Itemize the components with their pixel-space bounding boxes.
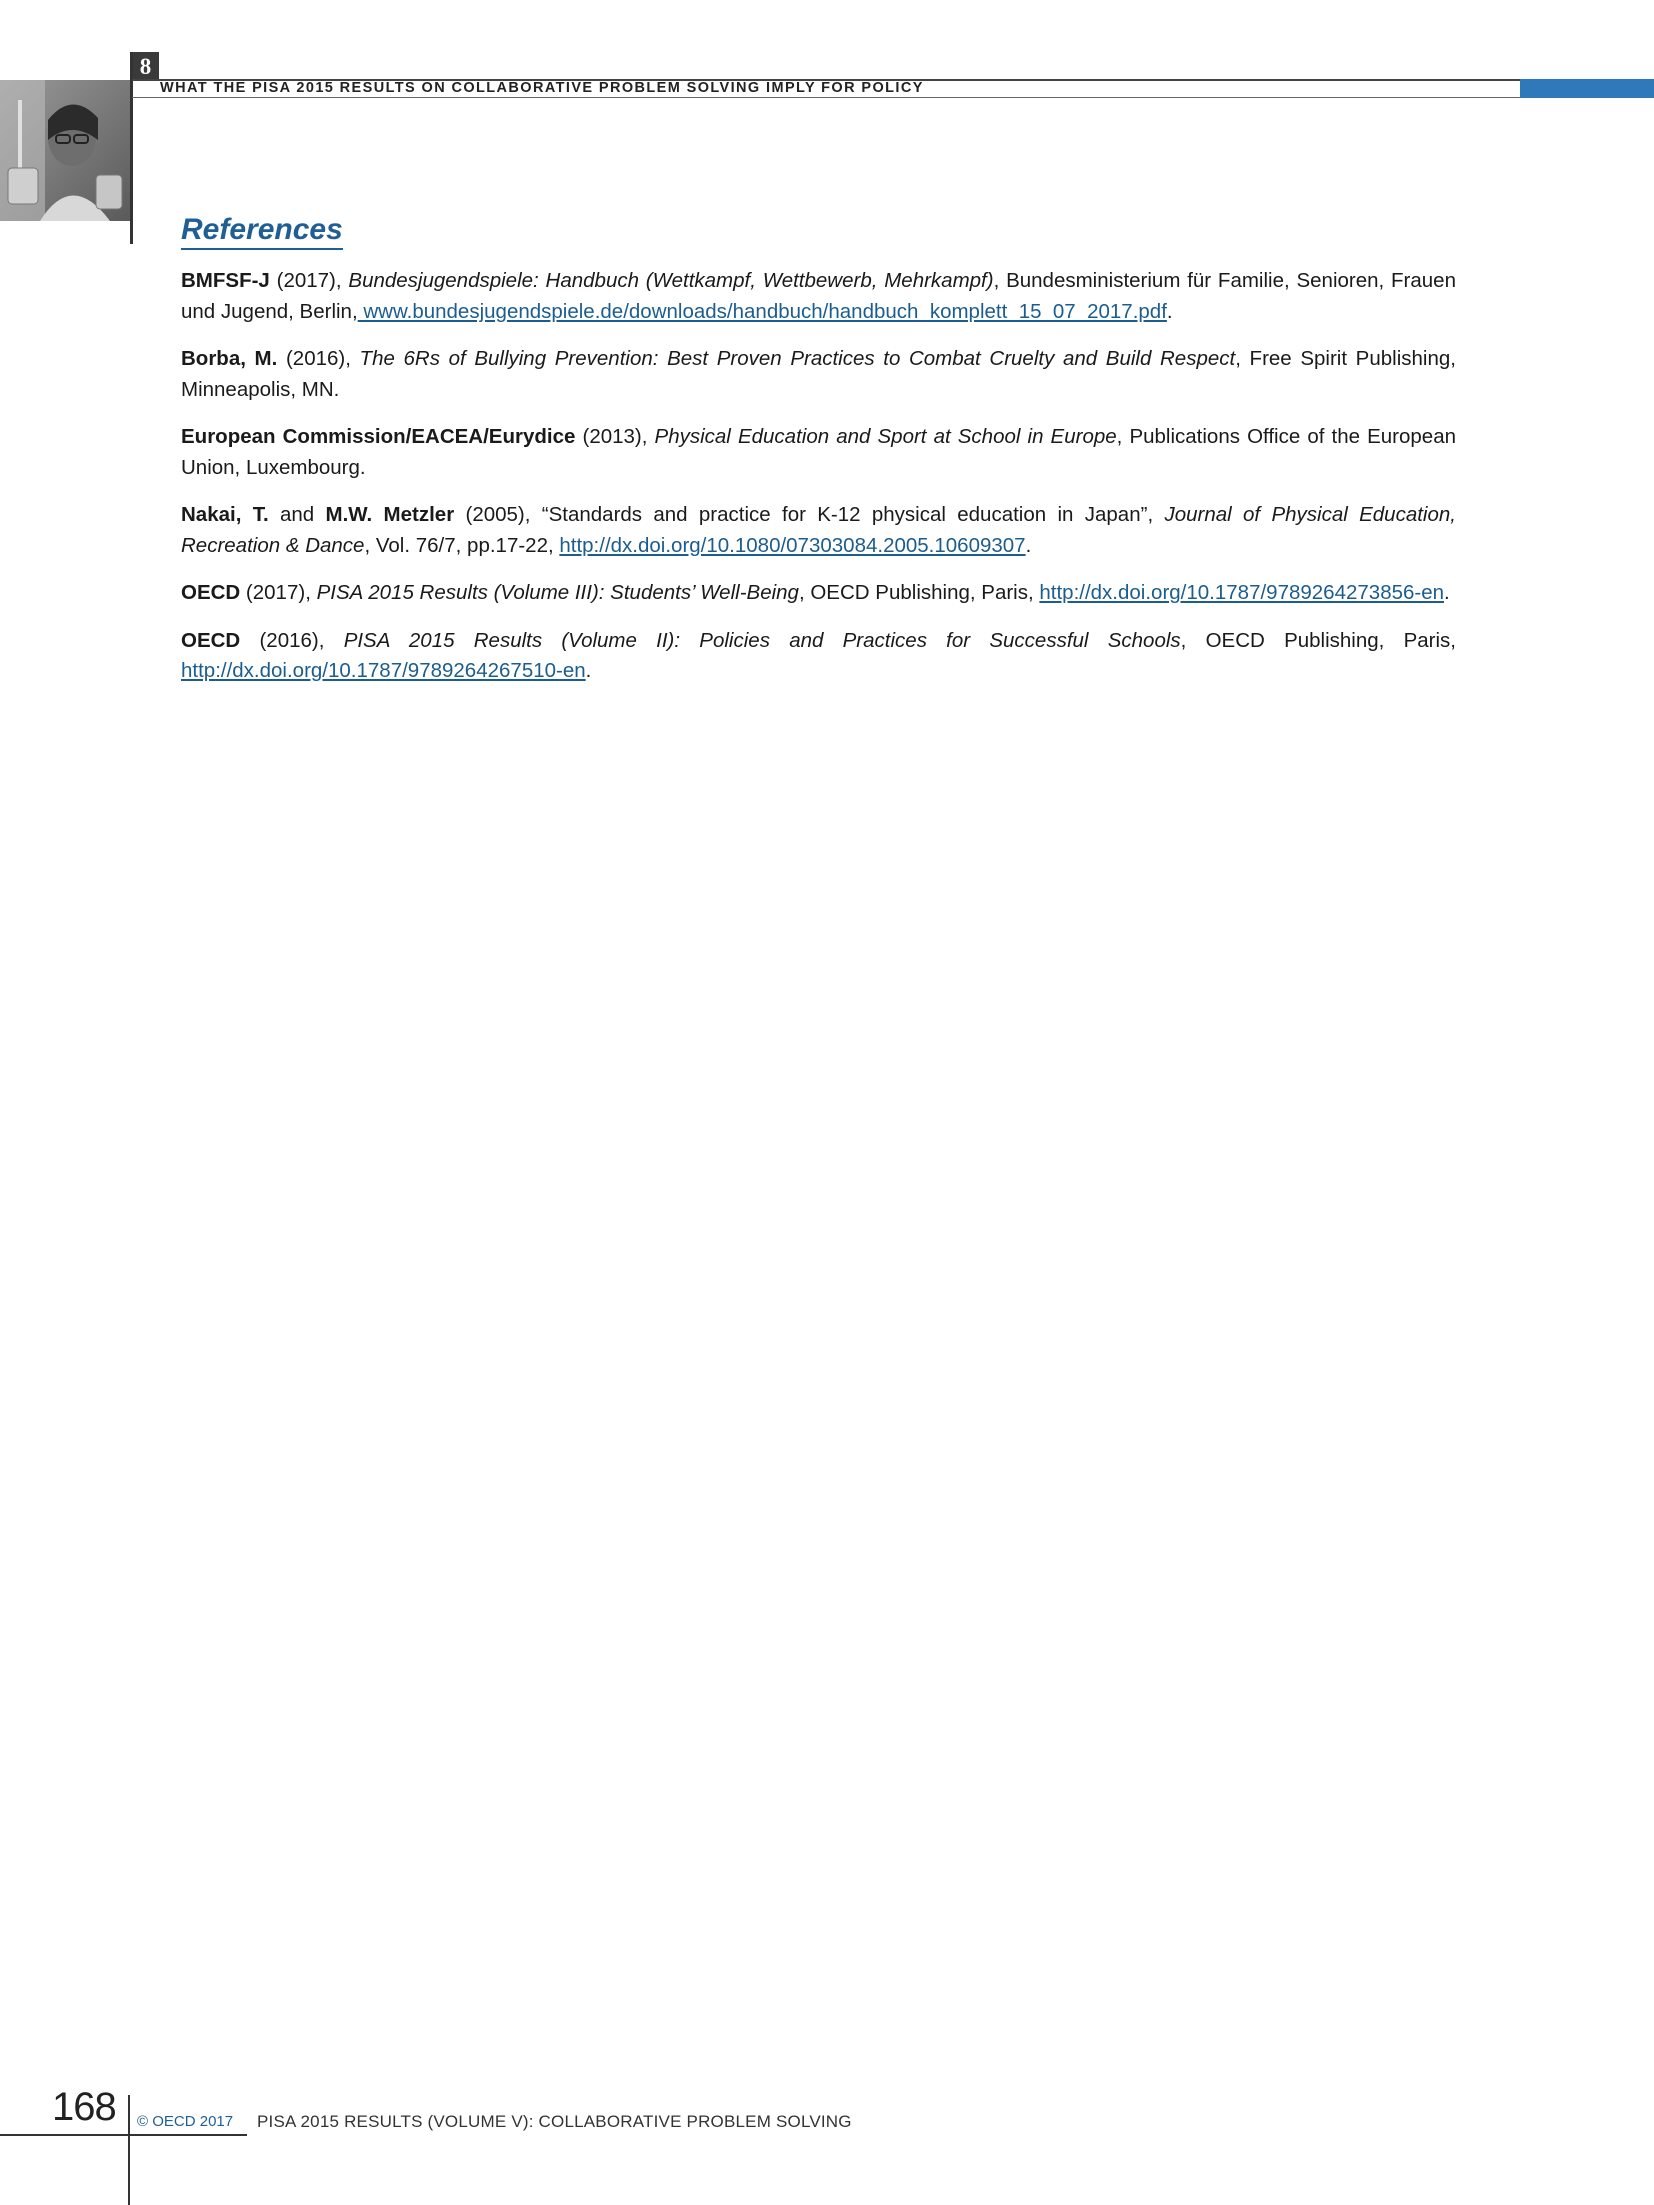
reference-end: . <box>1025 533 1032 557</box>
reference-author: BMFSF-J <box>181 269 270 292</box>
reference-details: , OECD Publishing, Paris, <box>798 581 1040 604</box>
reference-details: , Bundesministerium für Familie, Senioren, Frauen und Jugend, Berlin, <box>181 269 1456 323</box>
reference-author-2: M.W. Metzler <box>325 503 455 526</box>
reference-author: European Commission/EACEA/Eurydice <box>181 425 576 448</box>
reference-item <box>181 266 1456 327</box>
reference-title: The 6Rs of Bullying Prevention: Best Proven Practices to Combat Cruelty and Build Respect <box>359 347 1236 370</box>
reference-year: (2005), “Standards and practice for K-12 physical education in Japan”, <box>454 503 1165 526</box>
reference-link[interactable]: http://dx.doi.org/10.1080/07303084.2005.10609307 <box>559 533 1026 557</box>
reference-details: , OECD Publishing, Paris, <box>1180 628 1456 652</box>
reference-end: . <box>1166 299 1173 323</box>
reference-year: (2017), <box>240 581 317 604</box>
scientist-photo-image <box>0 80 130 221</box>
header-accent-bar <box>1520 79 1654 98</box>
reference-title: PISA 2015 Results (Volume II): Policies and Practices for Successful Schools <box>343 628 1181 652</box>
page-number: 168 <box>52 2085 116 2129</box>
reference-link[interactable]: www.bundesjugendspiele.de/downloads/handbuch/handbuch_komplett_15_07_2017.pdf <box>357 299 1167 323</box>
chapter-number-badge: 8 <box>132 52 159 81</box>
reference-author: Nakai, T. <box>181 503 269 526</box>
reference-item <box>181 344 1456 405</box>
references-heading: References <box>181 212 343 250</box>
reference-title: Physical Education and Sport at School in Europe <box>654 425 1117 448</box>
reference-details: , Vol. 76/7, pp.17-22, <box>364 533 560 557</box>
footer-copyright: © OECD 2017 <box>137 2113 234 2130</box>
reference-author: OECD <box>181 628 241 652</box>
running-title: WHAT THE PISA 2015 RESULTS ON COLLABORATIVE PROBLEM SOLVING IMPLY FOR POLICY <box>160 80 924 96</box>
reference-item <box>181 500 1456 561</box>
reference-link[interactable]: http://dx.doi.org/10.1787/9789264267510-en <box>181 659 586 682</box>
reference-list <box>181 266 1456 704</box>
reference-connector: and <box>268 503 326 526</box>
reference-year: (2016), <box>277 347 360 370</box>
reference-link[interactable]: http://dx.doi.org/10.1787/9789264273856-en <box>1039 581 1445 604</box>
reference-title: PISA 2015 Results (Volume III): Students’ Well-Being <box>316 581 799 604</box>
chapter-photo <box>0 80 130 221</box>
reference-author: Borba, M. <box>181 347 278 370</box>
reference-end: . <box>585 659 592 682</box>
reference-title: Journal of Physical Education, Recreation & Dance <box>181 503 1456 557</box>
footer-rule-vertical <box>128 2095 130 2205</box>
reference-details: , Free Spirit Publishing, Minneapolis, MN. <box>181 347 1456 401</box>
header-rule-bottom <box>132 97 1522 98</box>
reference-end: . <box>1444 581 1450 604</box>
reference-item <box>181 422 1456 483</box>
reference-title: Bundesjugendspiele: Handbuch (Wettkampf, Wettbewerb, Mehrkampf) <box>348 269 994 292</box>
reference-item <box>181 578 1456 609</box>
footer-rule-horizontal <box>0 2134 247 2136</box>
reference-author: OECD <box>181 581 241 604</box>
reference-item <box>181 626 1456 687</box>
reference-year: (2013), <box>575 425 655 448</box>
reference-details: , Publications Office of the European Union, Luxembourg. <box>181 425 1456 479</box>
reference-year: (2016), <box>240 628 344 652</box>
footer-publication-title: PISA 2015 RESULTS (VOLUME V): COLLABORATIVE PROBLEM SOLVING <box>257 2112 852 2131</box>
reference-year: (2017), <box>269 269 349 292</box>
